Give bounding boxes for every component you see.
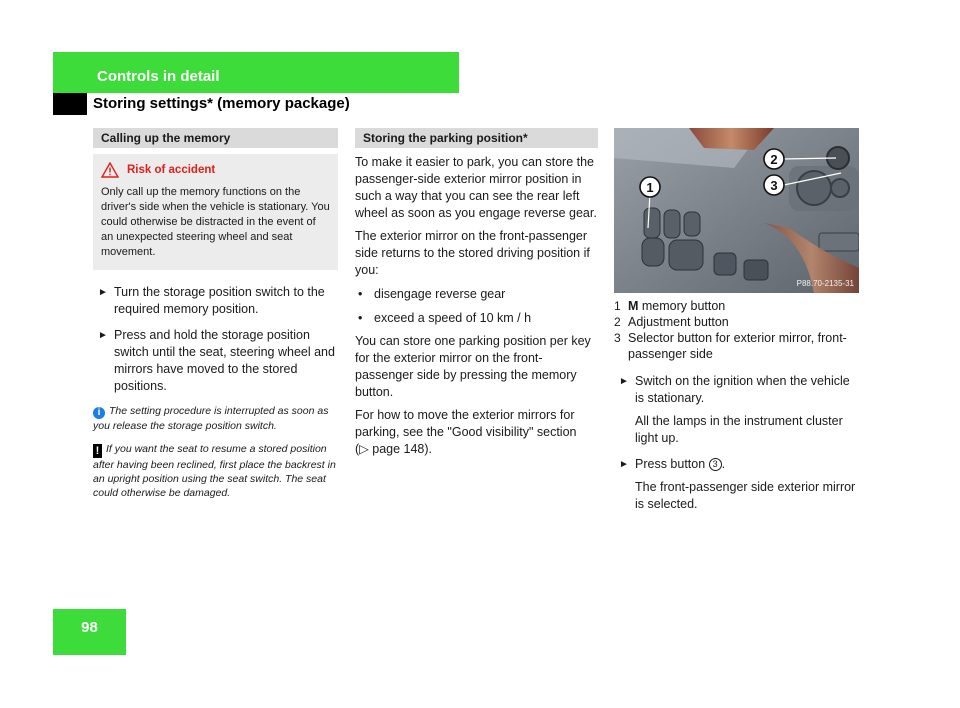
step-item [614, 456, 859, 473]
paragraph-text: For how to move the exterior mirrors for parking, see the "Good visibility" section [355, 408, 577, 439]
arrow-icon: ► [619, 376, 629, 387]
bullet-text: exceed a speed of 10 km / h [374, 311, 532, 325]
caption-text: memory button [638, 299, 726, 313]
caption-number: 2 [614, 315, 621, 329]
step-text: Switch on the ignition when the vehicle is stationary. [635, 374, 850, 405]
caption-text: Adjustment button [628, 315, 729, 329]
caution-note [93, 442, 338, 500]
bullet-icon: • [358, 287, 363, 301]
warning-text: Only call up the memory functions on the driver's side when the vehicle is stationary. You could otherwise be distracted in the event of an unexpected steering wheel and seat movement. [101, 186, 330, 258]
info-note [93, 404, 338, 433]
left-column [93, 128, 338, 500]
step-text-suffix: . [721, 457, 726, 471]
chapter-title: Controls in detail [97, 68, 220, 85]
step-text: Press and hold the storage position switch until the seat, steering wheel and mirrors have moved to the stored positions. [114, 328, 335, 393]
callout-1-label: 1 [646, 180, 654, 195]
caption-list [614, 298, 859, 362]
page-number: 98 [81, 619, 98, 636]
page-number-box [53, 609, 126, 655]
caption-bold: M [628, 299, 639, 313]
paragraph [355, 407, 598, 458]
step-text: Press button [635, 457, 709, 471]
caption-text: Selector button for exterior mirror, front-passenger side [628, 331, 847, 361]
door-panel-illustration [614, 128, 859, 293]
bullet-text: disengage reverse gear [374, 287, 506, 301]
paragraph: To make it easier to park, you can store the passenger-side exterior mirror position in such a way that you can see the rear left wheel as soon as you engage reverse gear. [355, 155, 597, 220]
paragraph: You can store one parking position per key for the exterior mirror on the front-passenger side by pressing the memory button. [355, 334, 591, 399]
arrow-icon: ► [98, 287, 108, 298]
section-tab-marker [53, 93, 87, 115]
section-heading-parking: Storing the parking position* [355, 128, 598, 148]
step-item [614, 373, 859, 407]
page-reference-link[interactable]: (▷ page 148). [355, 442, 433, 456]
caution-icon: ! [93, 444, 102, 458]
arrow-icon: ► [619, 459, 629, 470]
callout-2-label: 2 [770, 152, 778, 167]
info-note-text: The setting procedure is interrupted as soon as you release the storage position switch. [93, 405, 329, 432]
caption-item [614, 298, 859, 314]
bullet-item [355, 310, 598, 327]
button-number-badge: 3 [709, 458, 722, 471]
bullet-icon: • [358, 311, 363, 325]
arrow-icon: ► [98, 330, 108, 341]
caption-number: 3 [614, 331, 621, 345]
caption-item [614, 330, 859, 362]
right-column [614, 128, 859, 513]
photo-code: P88.70-2135-31 [796, 279, 854, 288]
warning-title: Risk of accident [127, 163, 216, 176]
warning-title-row [101, 162, 330, 178]
warning-triangle-icon [101, 162, 119, 178]
info-icon: i [93, 407, 105, 419]
bullet-item [355, 286, 598, 303]
step-item [93, 327, 338, 395]
paragraph: The exterior mirror on the front-passenger side returns to the stored driving position if you: [355, 229, 590, 277]
step-text: Turn the storage position switch to the required memory position. [114, 285, 325, 316]
middle-column [355, 128, 598, 458]
section-heading-memory: Calling up the memory [93, 128, 338, 148]
header-bar [53, 52, 459, 93]
door-panel-photo [614, 128, 859, 293]
caption-number: 1 [614, 299, 621, 313]
step-result: The front-passenger side exterior mirror is selected. [635, 480, 856, 511]
callout-3-label: 3 [770, 178, 778, 193]
warning-box [93, 154, 338, 270]
page-subtitle: Storing settings* (memory package) [93, 95, 350, 112]
caution-note-text: If you want the seat to resume a stored position after having been reclined, first place the backrest in an upright position using the seat switch. The seat could otherwise be damaged. [93, 443, 336, 499]
step-result: All the lamps in the instrument cluster light up. [635, 414, 843, 445]
step-item [93, 284, 338, 318]
caption-item [614, 314, 859, 330]
